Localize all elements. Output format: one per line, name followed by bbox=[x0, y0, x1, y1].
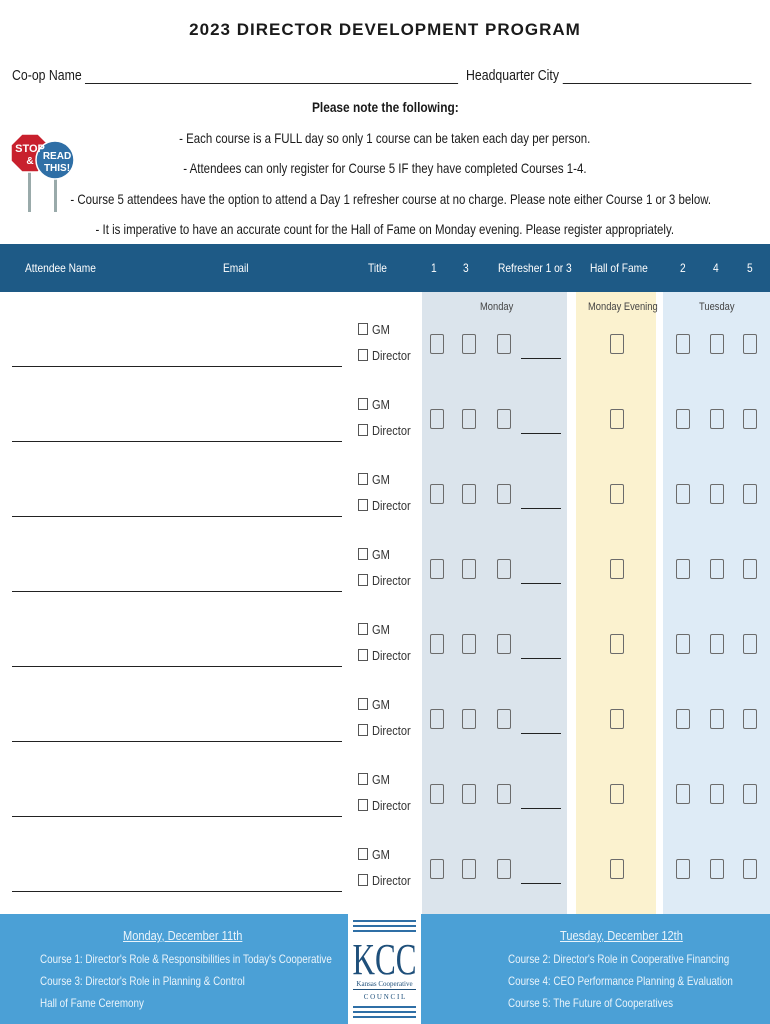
course-5-checkbox[interactable] bbox=[743, 559, 757, 579]
schedule-line: Hall of Fame Ceremony bbox=[40, 996, 144, 1010]
svg-text:READ: READ bbox=[42, 151, 72, 162]
refresher-course-blank[interactable] bbox=[521, 583, 561, 584]
gm-checkbox[interactable] bbox=[358, 398, 368, 410]
course-5-checkbox[interactable] bbox=[743, 709, 757, 729]
refresher-checkbox[interactable] bbox=[497, 484, 511, 504]
hq-city-label: Headquarter City bbox=[466, 67, 559, 84]
attendee-row bbox=[0, 622, 770, 697]
hall-of-fame-checkbox[interactable] bbox=[610, 784, 624, 804]
course-3-checkbox[interactable] bbox=[462, 634, 476, 654]
gm-label: GM bbox=[372, 472, 390, 487]
course-3-checkbox[interactable] bbox=[462, 334, 476, 354]
gm-checkbox[interactable] bbox=[358, 623, 368, 635]
course-2-checkbox[interactable] bbox=[676, 409, 690, 429]
svg-text:Kansas Cooperative: Kansas Cooperative bbox=[356, 980, 413, 988]
kcc-logo-icon bbox=[348, 914, 421, 1024]
note-item: - Course 5 attendees have the option to attend a Day 1 refresher course at no charge. Please note either Course 1 or 3 below. bbox=[70, 191, 712, 207]
director-checkbox[interactable] bbox=[358, 799, 368, 811]
attendee-name-line[interactable] bbox=[12, 441, 342, 442]
course-5-checkbox[interactable] bbox=[743, 484, 757, 504]
hall-of-fame-checkbox[interactable] bbox=[610, 334, 624, 354]
note-item: - Each course is a FULL day so only 1 course can be taken each day per person. bbox=[179, 130, 591, 146]
notes-heading: Please note the following: bbox=[311, 99, 459, 115]
course-4-checkbox[interactable] bbox=[710, 484, 724, 504]
course-2-checkbox[interactable] bbox=[676, 634, 690, 654]
director-option[interactable] bbox=[358, 423, 418, 438]
attendee-name-line[interactable] bbox=[12, 741, 342, 742]
gm-label: GM bbox=[372, 547, 390, 562]
schedule-line: Course 4: CEO Performance Planning & Evaluation bbox=[508, 974, 733, 988]
monday-schedule bbox=[0, 914, 348, 1024]
hall-of-fame-checkbox[interactable] bbox=[610, 709, 624, 729]
schedule-line: Course 2: Director's Role in Cooperative Financing bbox=[508, 952, 730, 966]
hall-of-fame-checkbox[interactable] bbox=[610, 634, 624, 654]
refresher-course-blank[interactable] bbox=[521, 358, 561, 359]
attendee-name-line[interactable] bbox=[12, 666, 342, 667]
gm-label: GM bbox=[372, 697, 390, 712]
course-4-checkbox[interactable] bbox=[710, 634, 724, 654]
gm-label: GM bbox=[372, 322, 390, 337]
director-option[interactable] bbox=[358, 798, 418, 813]
attendee-row bbox=[0, 322, 770, 397]
director-option[interactable] bbox=[358, 348, 418, 363]
course-5-checkbox[interactable] bbox=[743, 784, 757, 804]
monday-label: Monday bbox=[480, 301, 514, 313]
course-3-checkbox[interactable] bbox=[462, 784, 476, 804]
coop-name-field[interactable] bbox=[12, 67, 458, 84]
tuesday-label: Tuesday bbox=[699, 301, 735, 313]
monday-evening-label: Monday Evening bbox=[588, 301, 658, 313]
attendee-row bbox=[0, 472, 770, 547]
attendee-row bbox=[0, 697, 770, 772]
schedule-line: Course 1: Director's Role & Responsibilities in Today's Cooperative bbox=[40, 952, 332, 966]
director-option[interactable] bbox=[358, 573, 418, 588]
course-3-checkbox[interactable] bbox=[462, 559, 476, 579]
header-course-1: 1 bbox=[431, 261, 437, 275]
attendee-row bbox=[0, 847, 770, 922]
schedule-line: Course 3: Director's Role in Planning & Control bbox=[40, 974, 245, 988]
gm-label: GM bbox=[372, 622, 390, 637]
header-course-4: 4 bbox=[713, 261, 719, 275]
director-label: Director bbox=[372, 423, 411, 438]
course-5-checkbox[interactable] bbox=[743, 634, 757, 654]
course-3-checkbox[interactable] bbox=[462, 859, 476, 879]
attendee-name-line[interactable] bbox=[12, 516, 342, 517]
director-label: Director bbox=[372, 798, 411, 813]
course-4-checkbox[interactable] bbox=[710, 559, 724, 579]
page-title: 2023 DIRECTOR DEVELOPMENT PROGRAM bbox=[189, 20, 581, 39]
director-checkbox[interactable] bbox=[358, 649, 368, 661]
gm-label: GM bbox=[372, 397, 390, 412]
tuesday-heading: Tuesday, December 12th bbox=[560, 928, 683, 943]
gm-checkbox[interactable] bbox=[358, 473, 368, 485]
header-course-5: 5 bbox=[747, 261, 753, 275]
course-4-checkbox[interactable] bbox=[710, 409, 724, 429]
gm-option[interactable] bbox=[358, 772, 393, 787]
hq-city-field[interactable] bbox=[466, 67, 751, 84]
attendee-name-line[interactable] bbox=[12, 816, 342, 817]
monday-heading: Monday, December 11th bbox=[123, 928, 243, 943]
director-label: Director bbox=[372, 648, 411, 663]
hall-of-fame-checkbox[interactable] bbox=[610, 484, 624, 504]
attendee-row bbox=[0, 547, 770, 622]
svg-text:C O U N C I L: C O U N C I L bbox=[363, 993, 406, 1001]
refresher-course-blank[interactable] bbox=[521, 808, 561, 809]
course-1-checkbox[interactable] bbox=[430, 709, 444, 729]
director-option[interactable] bbox=[358, 648, 418, 663]
course-1-checkbox[interactable] bbox=[430, 634, 444, 654]
director-checkbox[interactable] bbox=[358, 724, 368, 736]
header-title: Title bbox=[368, 261, 387, 275]
gm-option[interactable] bbox=[358, 472, 393, 487]
kcc-logo bbox=[348, 914, 421, 1024]
attendee-row bbox=[0, 397, 770, 472]
gm-checkbox[interactable] bbox=[358, 698, 368, 710]
header-attendee-name: Attendee Name bbox=[25, 261, 96, 275]
attendee-name-line[interactable] bbox=[12, 591, 342, 592]
svg-text:STOP: STOP bbox=[15, 143, 45, 155]
director-option[interactable] bbox=[358, 873, 418, 888]
gm-checkbox[interactable] bbox=[358, 548, 368, 560]
refresher-checkbox[interactable] bbox=[497, 859, 511, 879]
director-option[interactable] bbox=[358, 498, 418, 513]
gm-label: GM bbox=[372, 847, 390, 862]
attendee-name-line[interactable] bbox=[12, 891, 342, 892]
coop-name-line[interactable] bbox=[85, 70, 458, 84]
refresher-course-blank[interactable] bbox=[521, 733, 561, 734]
director-label: Director bbox=[372, 573, 411, 588]
refresher-course-blank[interactable] bbox=[521, 508, 561, 509]
table-header bbox=[0, 244, 770, 292]
gm-checkbox[interactable] bbox=[358, 773, 368, 785]
refresher-checkbox[interactable] bbox=[497, 784, 511, 804]
note-item: - It is imperative to have an accurate count for the Hall of Fame on Monday evening. Please register appropriately. bbox=[95, 221, 675, 237]
director-label: Director bbox=[372, 348, 411, 363]
svg-text:THIS!: THIS! bbox=[43, 163, 71, 174]
refresher-course-blank[interactable] bbox=[521, 658, 561, 659]
footer bbox=[0, 914, 770, 1024]
course-2-checkbox[interactable] bbox=[676, 709, 690, 729]
tuesday-schedule bbox=[421, 914, 770, 1024]
course-2-checkbox[interactable] bbox=[676, 484, 690, 504]
hq-city-line[interactable] bbox=[562, 70, 751, 84]
director-label: Director bbox=[372, 498, 411, 513]
gm-option[interactable] bbox=[358, 547, 393, 562]
header-course-3: 3 bbox=[463, 261, 469, 275]
attendee-row bbox=[0, 772, 770, 847]
course-1-checkbox[interactable] bbox=[430, 484, 444, 504]
refresher-checkbox[interactable] bbox=[497, 634, 511, 654]
course-2-checkbox[interactable] bbox=[676, 859, 690, 879]
hall-of-fame-checkbox[interactable] bbox=[610, 559, 624, 579]
course-4-checkbox[interactable] bbox=[710, 784, 724, 804]
gm-option[interactable] bbox=[358, 697, 393, 712]
hall-of-fame-checkbox[interactable] bbox=[610, 409, 624, 429]
refresher-checkbox[interactable] bbox=[497, 559, 511, 579]
gm-option[interactable] bbox=[358, 847, 393, 862]
course-5-checkbox[interactable] bbox=[743, 334, 757, 354]
note-item: - Attendees can only register for Course 5 IF they have completed Courses 1-4. bbox=[183, 160, 587, 176]
schedule-line: Course 5: The Future of Cooperatives bbox=[508, 996, 673, 1010]
svg-text:KCC: KCC bbox=[352, 935, 417, 984]
attendee-name-line[interactable] bbox=[12, 366, 342, 367]
course-2-checkbox[interactable] bbox=[676, 559, 690, 579]
refresher-checkbox[interactable] bbox=[497, 334, 511, 354]
course-4-checkbox[interactable] bbox=[710, 334, 724, 354]
header-course-2: 2 bbox=[680, 261, 686, 275]
gm-option[interactable] bbox=[358, 622, 393, 637]
gm-option[interactable] bbox=[358, 397, 393, 412]
director-label: Director bbox=[372, 723, 411, 738]
svg-text:&: & bbox=[26, 156, 34, 167]
coop-name-label: Co-op Name bbox=[12, 67, 82, 84]
director-checkbox[interactable] bbox=[358, 874, 368, 886]
course-3-checkbox[interactable] bbox=[462, 484, 476, 504]
header-hall-of-fame: Hall of Fame bbox=[590, 261, 648, 275]
director-checkbox[interactable] bbox=[358, 574, 368, 586]
course-1-checkbox[interactable] bbox=[430, 409, 444, 429]
refresher-course-blank[interactable] bbox=[521, 883, 561, 884]
course-2-checkbox[interactable] bbox=[676, 784, 690, 804]
refresher-checkbox[interactable] bbox=[497, 409, 511, 429]
gm-checkbox[interactable] bbox=[358, 323, 368, 335]
course-3-checkbox[interactable] bbox=[462, 709, 476, 729]
gm-label: GM bbox=[372, 772, 390, 787]
gm-option[interactable] bbox=[358, 322, 393, 337]
director-checkbox[interactable] bbox=[358, 349, 368, 361]
course-4-checkbox[interactable] bbox=[710, 859, 724, 879]
course-1-checkbox[interactable] bbox=[430, 559, 444, 579]
director-label: Director bbox=[372, 873, 411, 888]
header-email: Email bbox=[223, 261, 249, 275]
director-checkbox[interactable] bbox=[358, 424, 368, 436]
course-4-checkbox[interactable] bbox=[710, 709, 724, 729]
director-option[interactable] bbox=[358, 723, 418, 738]
header-refresher: Refresher 1 or 3 bbox=[498, 261, 572, 275]
course-2-checkbox[interactable] bbox=[676, 334, 690, 354]
course-1-checkbox[interactable] bbox=[430, 859, 444, 879]
course-5-checkbox[interactable] bbox=[743, 409, 757, 429]
hall-of-fame-checkbox[interactable] bbox=[610, 859, 624, 879]
course-1-checkbox[interactable] bbox=[430, 334, 444, 354]
gm-checkbox[interactable] bbox=[358, 848, 368, 860]
director-checkbox[interactable] bbox=[358, 499, 368, 511]
course-1-checkbox[interactable] bbox=[430, 784, 444, 804]
course-3-checkbox[interactable] bbox=[462, 409, 476, 429]
refresher-course-blank[interactable] bbox=[521, 433, 561, 434]
course-5-checkbox[interactable] bbox=[743, 859, 757, 879]
refresher-checkbox[interactable] bbox=[497, 709, 511, 729]
stop-read-sign-icon bbox=[8, 128, 76, 214]
